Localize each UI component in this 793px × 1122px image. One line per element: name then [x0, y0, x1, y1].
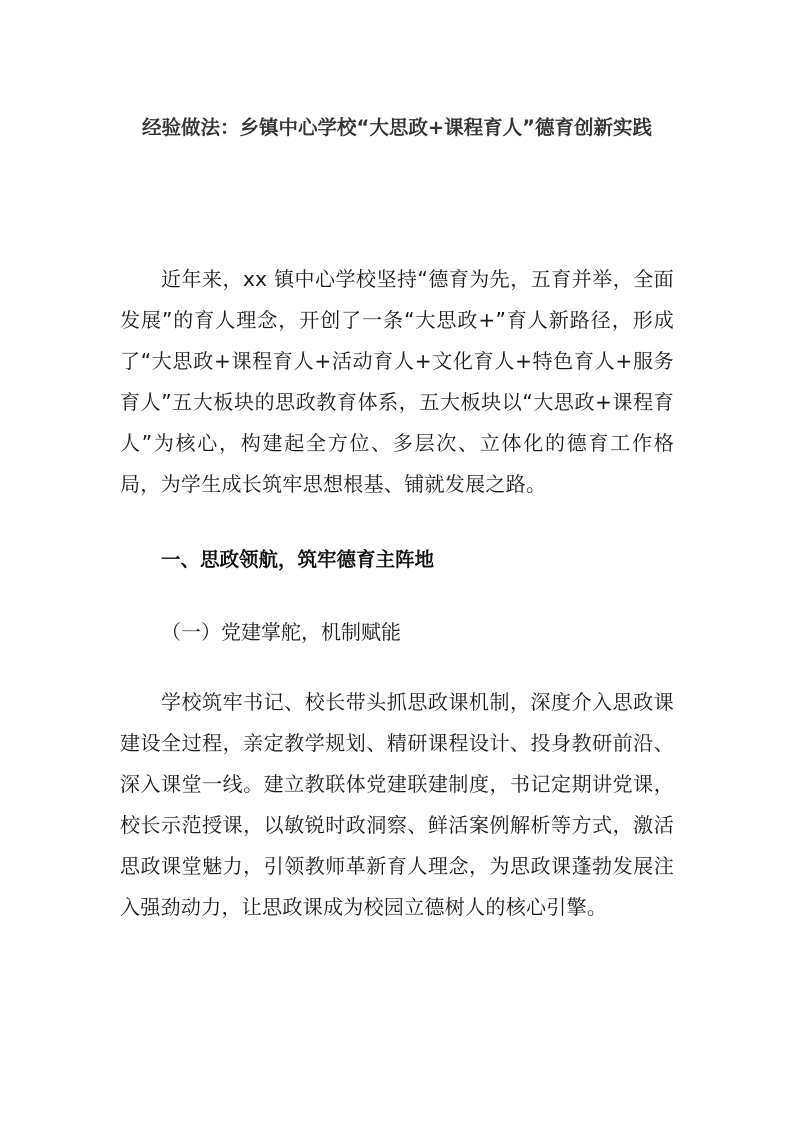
- section-heading: 一、思政领航，筑牢德育主阵地: [161, 548, 435, 571]
- intro-paragraph: 近年来，xx 镇中心学校坚持“德育为先，五育并举，全面发展”的育人理念，开创了一条“大思政+”育人新路径，形成了“大思政+课程育人+活动育人+文化育人+特色育人+服务育人”五大板块的思政教育体系，五大板块以“大思政+课程育人”为核心，构建起全方位、多层次、立体化的德育工作格局，为学生成长筑牢思想根基、铺就发展之路。: [120, 267, 674, 496]
- document-title: 经验做法：乡镇中心学校“大思政+课程育人”德育创新实践: [142, 116, 652, 139]
- subsection-heading: （一）党建掌舵，机制赋能: [161, 620, 401, 644]
- subsection-paragraph: 学校筑牢书记、校长带头抓思政课机制，深度介入思政课建设全过程，亲定教学规划、精研课程设计、投身教研前沿、深入课堂一线。建立教联体党建联建制度，书记定期讲党课，校长示范授课，以敏锐时政洞察、鲜活案例解析等方式，激活思政课堂魅力，引领教师革新育人理念，为思政课蓬勃发展注入强劲动力，让思政课成为校园立德树人的核心引擎。: [120, 690, 674, 919]
